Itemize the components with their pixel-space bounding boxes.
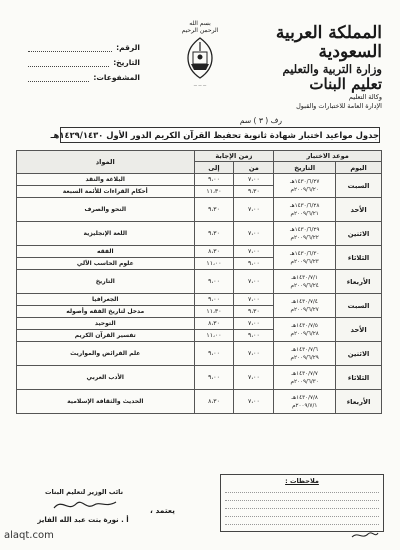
day-cell: الاثنين — [336, 222, 382, 246]
gregorian-date: ٢٠٠٩/٦/٢٠م — [290, 186, 319, 193]
start-time-cell: ٧،٠٠ — [234, 174, 274, 186]
table-row — [17, 390, 382, 414]
kingdom-name: المملكة العربية السعودية — [275, 23, 382, 62]
end-time-cell: ٩،٣٠ — [194, 198, 234, 222]
subject-cell: تفسير القرآن الكريم — [17, 330, 195, 342]
ministry-emblem-icon — [182, 36, 218, 80]
administration-name: الإدارة العامة للاختبارات والقبول — [296, 102, 382, 110]
date-cell — [274, 342, 336, 366]
table-row — [17, 198, 382, 222]
subject-cell: النحو والصرف — [17, 198, 195, 222]
start-time-cell: ٧،٠٠ — [234, 294, 274, 306]
subject-cell: البلاغة والنقد — [17, 174, 195, 186]
note-line — [225, 503, 379, 509]
subject-cell: التاريخ — [17, 270, 195, 294]
hijri-date: ١٤٣٠/٧/٥هـ — [291, 322, 318, 329]
subject-cell: التوحيد — [17, 318, 195, 330]
date-cell — [274, 294, 336, 318]
start-time-cell: ٧،٠٠ — [234, 270, 274, 294]
end-time-cell: ٨،٣٠ — [194, 318, 234, 330]
start-time-cell: ٩،٠٠ — [234, 258, 274, 270]
table-row — [17, 294, 382, 306]
date-cell — [274, 198, 336, 222]
gregorian-date: ٢٠٠٩/٦/٢٢م — [290, 234, 319, 241]
attachments-label: المشفوعات: — [93, 73, 140, 82]
end-time-cell: ٩،٠٠ — [194, 342, 234, 366]
gregorian-date: ٢٠٠٩/٦/٢٣م — [290, 258, 319, 265]
table-row — [17, 366, 382, 390]
exam-schedule-table — [16, 150, 382, 414]
subject-cell: الأدب العربي — [17, 366, 195, 390]
ministry-name: وزارة التربية والتعليم — [282, 62, 382, 76]
document-title: جدول مواعيد اختبار شهادة ثانوية تحفيظ القرآن الكريم الدور الأول ١٤٢٩/١٤٣٠هـ — [60, 127, 380, 143]
hijri-date: ١٤٣٠/٦/٣٠هـ — [289, 250, 320, 257]
attachments-field — [28, 70, 140, 82]
gregorian-date: ٢٠٠٩/٦/٢٩م — [290, 354, 319, 361]
note-line — [225, 511, 379, 517]
end-time-cell: ٩،٠٠ — [194, 174, 234, 186]
hijri-date: ١٤٣٠/٧/٤هـ — [291, 298, 318, 305]
note-line — [225, 495, 379, 501]
subject-cell: اللغة الإنجليزية — [17, 222, 195, 246]
reference-fields — [28, 40, 140, 85]
end-time-cell: ١١،٣٠ — [194, 186, 234, 198]
start-time-cell: ٧،٠٠ — [234, 390, 274, 414]
agency-name: وكالة التعليم — [348, 93, 382, 101]
subjects-header: المواد — [17, 151, 195, 174]
hijri-date: ١٤٣٠/٦/٢٧هـ — [289, 178, 320, 185]
end-time-cell: ٩،٠٠ — [194, 294, 234, 306]
notes-box — [220, 474, 384, 532]
table-row — [17, 222, 382, 246]
from-header: من — [234, 162, 274, 174]
gregorian-date: ٢٠٠٩/٦/٢١م — [290, 210, 319, 217]
hijri-date: ١٤٣٠/٧/٧هـ — [291, 370, 318, 377]
day-cell: الأحد — [336, 198, 382, 222]
subject-cell: علوم الحاسب الآلي — [17, 258, 195, 270]
gregorian-date: ٢٠٠٩/٦/٢٧م — [290, 306, 319, 313]
end-time-cell: ٩،٠٠ — [194, 270, 234, 294]
exam-date-header: موعد الاختبار — [274, 151, 382, 162]
emblem-caption: — — — — [193, 83, 207, 87]
subject-cell: الحديث والثقافة الإسلامية — [17, 390, 195, 414]
reference-code: رف ( ٣ ) سم — [239, 116, 282, 125]
subject-cell: علم الفرائض والمواريث — [17, 342, 195, 366]
date-header: التاريخ — [274, 162, 336, 174]
end-time-cell: ٩،٠٠ — [194, 366, 234, 390]
end-time-cell: ٨،٣٠ — [194, 246, 234, 258]
day-cell: السبت — [336, 294, 382, 318]
signature-icon — [50, 496, 120, 514]
table-row — [17, 174, 382, 186]
day-cell: الثلاثاء — [336, 246, 382, 270]
date-cell — [274, 270, 336, 294]
day-cell: الاثنين — [336, 342, 382, 366]
attachments-line — [28, 74, 89, 82]
day-cell: الثلاثاء — [336, 366, 382, 390]
subject-cell: الفقه — [17, 246, 195, 258]
date-line — [28, 59, 109, 67]
table-header-row — [17, 151, 382, 162]
adopted-label: يعتمد ، — [150, 506, 175, 515]
note-line — [225, 519, 379, 525]
basmala: بسم الله الرحمن الرحيم — [181, 20, 219, 34]
start-time-cell: ٧،٠٠ — [234, 366, 274, 390]
hijri-date: ١٤٣٠/٧/١هـ — [291, 274, 318, 281]
date-cell — [274, 318, 336, 342]
to-header: إلى — [194, 162, 234, 174]
subject-cell: أحكام القراءات للأئمة السبعة — [17, 186, 195, 198]
gregorian-date: ٢٠٠٩/٦/٢٤م — [290, 282, 319, 289]
end-time-cell: ١١،٠٠ — [194, 330, 234, 342]
table-row — [17, 270, 382, 294]
table-row — [17, 342, 382, 366]
start-time-cell: ٩،٣٠ — [234, 306, 274, 318]
subject-cell: الجغرافيا — [17, 294, 195, 306]
initials-icon — [350, 528, 380, 542]
schedule-body — [17, 174, 382, 414]
start-time-cell: ٧،٠٠ — [234, 342, 274, 366]
gregorian-date: ٢٠٠٩/٦/٣٠م — [290, 378, 319, 385]
deputy-title: نائب الوزير لتعليم البنات — [44, 488, 124, 496]
start-time-cell: ٧،٠٠ — [234, 222, 274, 246]
site-watermark: alaqt.com — [4, 530, 54, 541]
date-cell — [274, 366, 336, 390]
subject-cell: مدخل لتاريخ الفقه وأصوله — [17, 306, 195, 318]
end-time-cell: ١١،٣٠ — [194, 306, 234, 318]
number-label: الرقم: — [116, 43, 140, 52]
day-cell: الأربعاء — [336, 390, 382, 414]
table-row — [17, 318, 382, 330]
number-line — [28, 44, 112, 52]
hijri-date: ١٤٣٠/٦/٢٩هـ — [289, 226, 320, 233]
number-field — [28, 40, 140, 52]
note-line — [225, 487, 379, 493]
date-field — [28, 55, 140, 67]
date-cell — [274, 174, 336, 198]
notes-title: ملاحظات : — [285, 477, 319, 485]
end-time-cell: ٩،٣٠ — [194, 222, 234, 246]
day-cell: الأربعاء — [336, 270, 382, 294]
letterhead — [232, 24, 382, 111]
girls-education: تعليم البنات — [309, 75, 382, 93]
day-cell: السبت — [336, 174, 382, 198]
hijri-date: ١٤٣٠/٦/٢٨هـ — [289, 202, 320, 209]
date-cell — [274, 222, 336, 246]
date-cell — [274, 390, 336, 414]
hijri-date: ١٤٣٠/٧/٨هـ — [291, 394, 318, 401]
start-time-cell: ٩،٣٠ — [234, 186, 274, 198]
date-label: التاريخ: — [113, 58, 140, 67]
gregorian-date: ٢٠٠٩/٧/١م — [292, 402, 318, 409]
start-time-cell: ٩،٠٠ — [234, 330, 274, 342]
start-time-cell: ٧،٠٠ — [234, 318, 274, 330]
answer-time-header: زمن الإجابة — [194, 151, 274, 162]
gregorian-date: ٢٠٠٩/٦/٢٨م — [290, 330, 319, 337]
day-header: اليوم — [336, 162, 382, 174]
table-row — [17, 246, 382, 258]
end-time-cell: ١١،٠٠ — [194, 258, 234, 270]
hijri-date: ١٤٣٠/٧/٦هـ — [291, 346, 318, 353]
start-time-cell: ٧،٠٠ — [234, 246, 274, 258]
date-cell — [274, 246, 336, 270]
day-cell: الأحد — [336, 318, 382, 342]
end-time-cell: ٨،٣٠ — [194, 390, 234, 414]
start-time-cell: ٧،٠٠ — [234, 198, 274, 222]
deputy-name: أ . نورة بنت عبد الله الفايز — [37, 516, 129, 524]
